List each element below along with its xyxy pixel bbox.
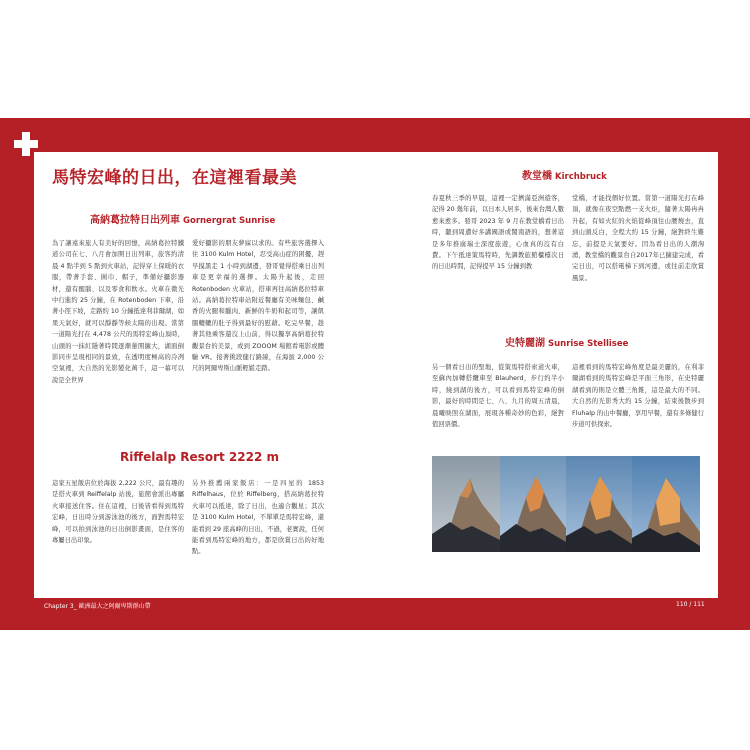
gornergrat-col2: 愛好攝影的朋友夢寐以求的。有些旅客選擇入住 3100 Kulm Hotel，忍受高山症的困擾，趕早摸黑走 1 小時到湖邊，發哥覺得搭乘日出列車是更幸福的選擇。太陽升起後，走回 Rotenboden 火車站，搭車再往高納葛拉特車站。高納葛拉特車站附近餐廳有美味麵包、鹹香的火腿和臘肉、新鮮的牛奶和起司等，讓飢腸轆轆的肚子得到最好的慰藉。吃完早餐，趁著其他乘客還沒上山前，得以獨享高納葛拉特觀景台的美景，或到 ZOOOM 場館看電影或體驗 VR。接著挑段健行路線，在海拔 2,000 公尺的阿爾卑斯山脈輕鬆走踏。 [192,240,324,373]
stellisee-col2: 這裡看到的馬特宏峰角度是最美麗的，在利菲爾湖看到的馬特宏峰是平面三角形，在史特麗湖看到的則是立體三角錐，這是最大的不同。大自然的光影秀大約 15 分鐘，結束後散步到 Fluhalp 的山中餐廳，享用早餐，還有多條健行步道可供探索。 [572,364,705,429]
chapter-footer: Chapter 3_ 歐洲最大之阿爾卑斯群山帶 [44,603,151,610]
kirchbruck-heading [522,167,607,182]
riffelalp-heading: Riffelalp Resort 2222 m [120,450,279,464]
stellisee-heading-zh: 史特麗湖 [505,338,545,349]
kirchbruck-col2: 堂橋，才能找個好位置。當第一道陽光打在峰頂，就像在夜空點燃一支火炬，隨著太陽冉冉升起，有如火紅的火焰從峰頂往山腰燒去，直到山頭反白，全程大約 15 分鐘，絕對終生難忘，前提是天氣要好。因為看日出的人潮洶湧，教堂橋的觀景台自2017年已擴建完成，看完日出，可以搭電梯下到河邊，或往前走欣賞風景。 [572,195,704,282]
kirchbruck-heading-en: Kirchbruck [555,172,607,182]
gornergrat-col1: 為了讓遠來旅人有美好的回憶，高納葛拉特鐵道公司在七、八月會加開日出列車，旅客約清晨 4 點半到 5 點到火車站，記得穿上保暖的衣服，帶著手套、圍巾、帽子，準備好攝影器材，還有醒腦、以及零食和飲水。火車在微光中行進約 25 分鐘，在 Rotenboden 下車，沿著小徑下坡，走路約 10 分鐘抵達利菲爾湖，如果天氣好，就可以靜靜等候太陽的出現。當第一道陽光打在 4,478 公尺的馬特宏峰山頂時，山頭的一抹紅隱著時間逐漸暈開擴大，湖面倒影同步呈現相同的景致，在透明度極高的冷冽空氣裡，大自然的光影變化萬千，這一幕可以說是全世界 [52,240,184,384]
kirchbruck-col1: 春夏秋三季的早晨，這裡一定擠滿亞洲遊客，記得 20 幾年前，以日本人居多，後來台灣人數愈來愈多。發哥 2023 年 9 月在教堂橋看日出時，聽到周遭好多講國語或閩南語的，想著這是多年推廣瑞士深度旅遊，心血真的沒有白費。下午抵達策馬特時，先調教旅館櫃檯次日的日出時間，記得提早 15 分鐘到教 [432,195,564,271]
kirchbruck-heading-zh: 教堂橋 [522,171,552,182]
gornergrat-heading-en: Gornergrat Sunrise [183,216,276,226]
riffelalp-col2: 另外推薦兩家飯店：一是四星的 1853 Riffelhaus，位於 Riffelberg，搭高納葛拉特火車可以抵達，除了日出，也適合觀星；其次是 3100 Kulm Hotel，不單單是馬特宏峰，還能看到 29 座高峰的日出，不過，老實說，任何能看到馬特宏峰的地方，都是欣賞日出的好地點。 [192,480,324,556]
matterhorn-photo-2 [500,456,566,552]
gornergrat-heading [90,211,275,226]
gornergrat-heading-zh: 高納葛拉特日出列車 [90,215,180,226]
stellisee-heading [505,334,628,349]
matterhorn-photo-4 [632,456,700,552]
stellisee-heading-en: Sunrise Stellisee [548,339,629,349]
matterhorn-photo-1 [432,456,500,552]
stellisee-col1: 另一個看日出的聖地，從策馬特搭索道火車，至蘇內加轉搭纜車至 Blauherd，步行約半小時，繞到湖的後方，可以看到馬特宏峰的倒影，最好的時間是七、八、九月的周五清晨，晨曦映照在湖面，展現各種奇妙的色彩，絕對值回票價。 [432,364,564,429]
matterhorn-photo-3 [566,456,632,552]
riffelalp-col1: 這家五星飯店位於海拔 2,222 公尺，最有趣的是搭火車到 Reiffelalp 站後，旅館會派出專屬火車接送住客。住在這裡，日後皆看得到馬特宏峰，日出時分到游泳池的後方，面對馬特宏峰，可以拍到泳池的日出倒影畫面，是住客的專屬日出印象。 [52,480,184,545]
page-title: 馬特宏峰的日出，在這裡看最美 [52,168,297,188]
page-numbers: 110 / 111 [676,601,705,608]
